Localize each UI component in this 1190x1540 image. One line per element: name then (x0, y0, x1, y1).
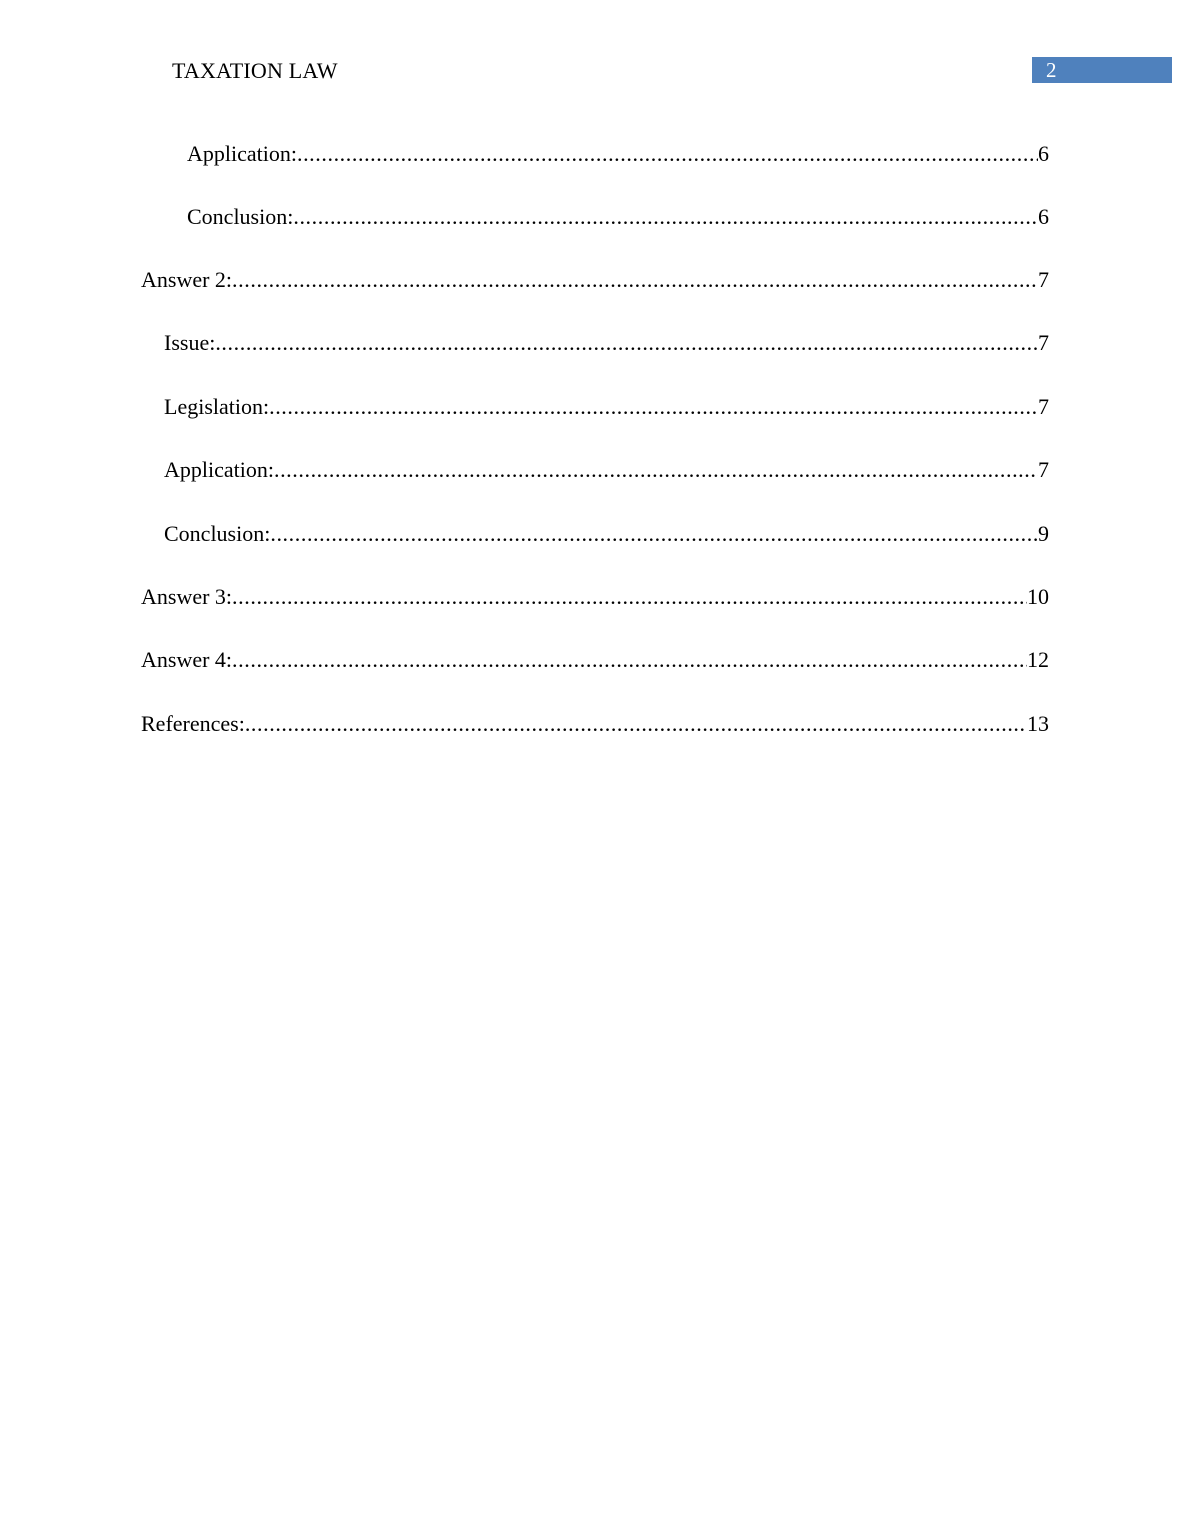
toc-entry-application-1[interactable] (187, 139, 1049, 169)
toc-entry-page: 6 (1038, 141, 1049, 166)
toc-entry-references[interactable] (141, 709, 1049, 739)
toc-dot-leader (274, 455, 1038, 485)
toc-entry-page: 9 (1038, 521, 1049, 546)
toc-entry-page: 7 (1038, 457, 1049, 482)
toc-dot-leader (215, 328, 1038, 358)
toc-entry-application-2[interactable] (164, 455, 1049, 485)
toc-entry-page: 7 (1038, 394, 1049, 419)
toc-dot-leader (245, 709, 1027, 739)
toc-dot-leader (232, 582, 1027, 612)
toc-entry-label: Application: (187, 141, 297, 166)
toc-entry-label: Answer 3: (141, 584, 233, 609)
page-number-badge: 2 (1032, 57, 1172, 83)
toc-entry-label: Conclusion: (164, 521, 271, 546)
toc-entry-label: Answer 4: (141, 647, 233, 672)
toc-dot-leader (232, 265, 1038, 295)
toc-dot-leader (232, 645, 1027, 675)
toc-dot-leader (270, 519, 1038, 549)
toc-entry-page: 6 (1038, 204, 1049, 229)
toc-entry-answer-4[interactable] (141, 645, 1049, 675)
toc-dot-leader (269, 392, 1038, 422)
toc-entry-label: References: (141, 711, 245, 736)
toc-entry-answer-3[interactable] (141, 582, 1049, 612)
toc-dot-leader (297, 139, 1038, 169)
toc-entry-answer-2[interactable] (141, 265, 1049, 295)
toc-entry-page: 7 (1038, 330, 1049, 355)
toc-entry-label: Issue: (164, 330, 216, 355)
toc-entry-label: Legislation: (164, 394, 270, 419)
toc-entry-page: 13 (1027, 711, 1049, 736)
running-header-title: TAXATION LAW (172, 58, 338, 83)
toc-entry-label: Conclusion: (187, 204, 294, 229)
toc-entry-page: 7 (1038, 267, 1049, 292)
toc-entry-conclusion-1[interactable] (187, 202, 1049, 232)
toc-entry-page: 12 (1027, 647, 1049, 672)
toc-entry-conclusion-2[interactable] (164, 519, 1049, 549)
toc-entry-legislation[interactable] (164, 392, 1049, 422)
toc-entry-issue[interactable] (164, 328, 1049, 358)
toc-entry-label: Application: (164, 457, 274, 482)
toc-entry-label: Answer 2: (141, 267, 233, 292)
toc-dot-leader (293, 202, 1038, 232)
toc-entry-page: 10 (1027, 584, 1049, 609)
